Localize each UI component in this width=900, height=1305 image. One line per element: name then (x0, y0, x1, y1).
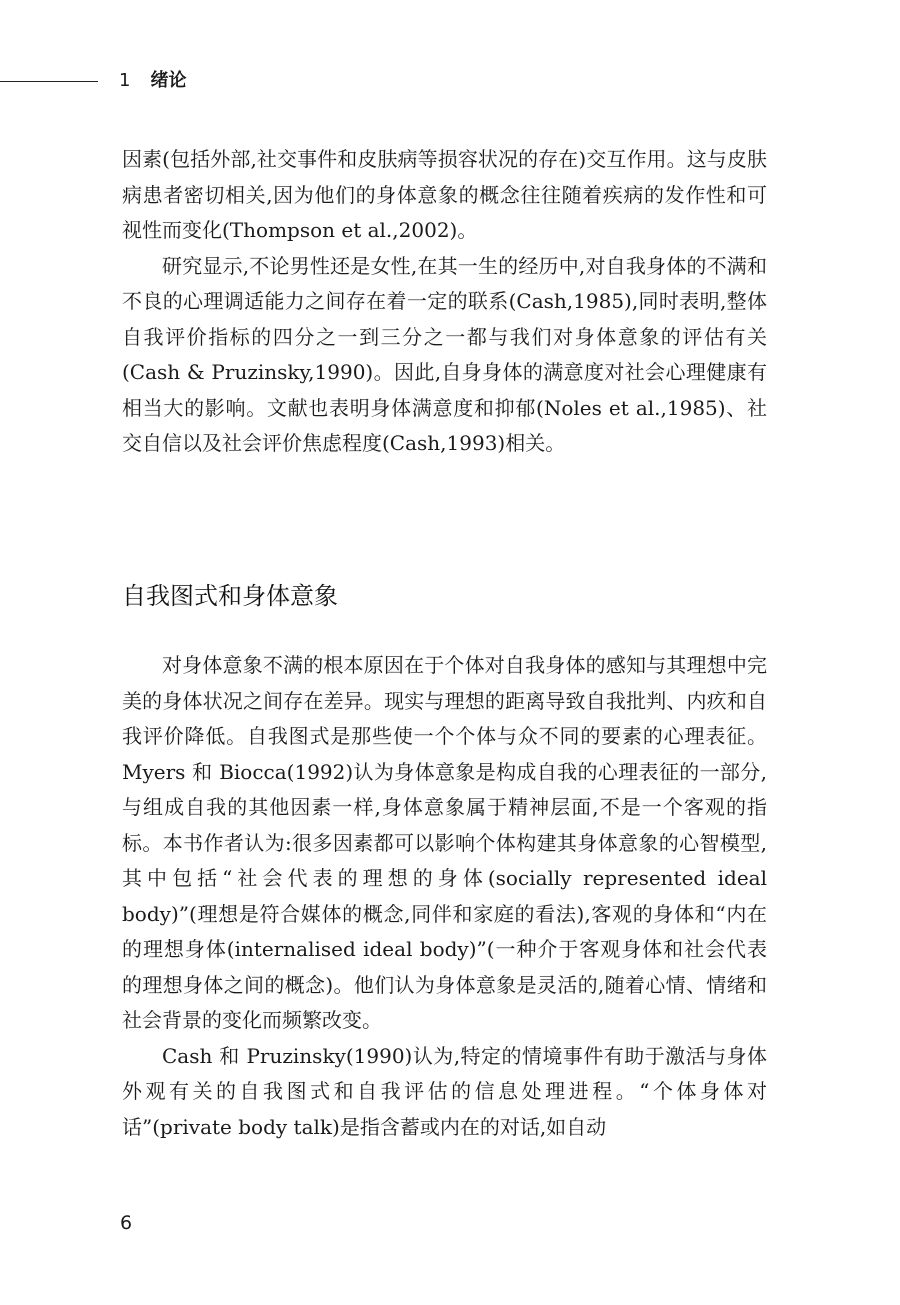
paragraph: Cash 和 Pruzinsky(1990)认为,特定的情境事件有助于激活与身体外观有关的自我图式和自我评估的信息处理进程。“个体身体对话”(private body talk)是指含蓄或内在的对话,如自动 (122, 1043, 767, 1139)
body-text-top (122, 142, 767, 462)
paragraph: 对身体意象不满的根本原因在于个体对自我身体的感知与其理想中完美的身体状况之间存在差异。现实与理想的距离导致自我批判、内疚和自我评价降低。自我图式是那些使一个个体与众不同的要素的心理表征。Myers 和 Biocca(1992)认为身体意象是构成自我的心理表征的一部分,与组成自我的其他因素一样,身体意象属于精神层面,不是一个客观的指标。本书作者认为:很多因素都可以影响个体构建其身体意象的心智模型,其中包括“社会代表的理想的身体(socially represented ideal body)”(理想是符合媒体的概念,同伴和家庭的看法),客观的身体和“内在的理想身体(internalised ideal body)”(一种介于客观身体和社会代表的理想身体之间的概念)。他们认为身体意象是灵活的,随着心情、情绪和社会背景的变化而频繁改变。 (122, 653, 767, 1032)
body-text-bottom (122, 648, 767, 1145)
paragraph-continued: 因素(包括外部,社交事件和皮肤病等损容状况的存在)交互作用。这与皮肤病患者密切相关,因为他们的身体意象的概念往往随着疾病的发作性和可视性而变化(Thompson et al.,2002)。 (122, 147, 767, 242)
page-number: 6 (120, 1212, 133, 1234)
section-heading: 自我图式和身体意象 (122, 582, 338, 610)
header-rule (0, 81, 98, 82)
chapter-title: 绪论 (150, 70, 187, 91)
paragraph: 研究显示,不论男性还是女性,在其一生的经历中,对自我身体的不满和不良的心理调适能力之间存在着一定的联系(Cash,1985),同时表明,整体自我评价指标的四分之一到三分之一都与我们对身体意象的评估有关(Cash & Pruzinsky,1990)。因此,自身身体的满意度对社会心理健康有相当大的影响。文献也表明身体满意度和抑郁(Noles et al.,1985)、社交自信以及社会评价焦虑程度(Cash,1993)相关。 (122, 253, 767, 455)
chapter-number: 1 (119, 70, 131, 91)
running-header (119, 69, 186, 93)
